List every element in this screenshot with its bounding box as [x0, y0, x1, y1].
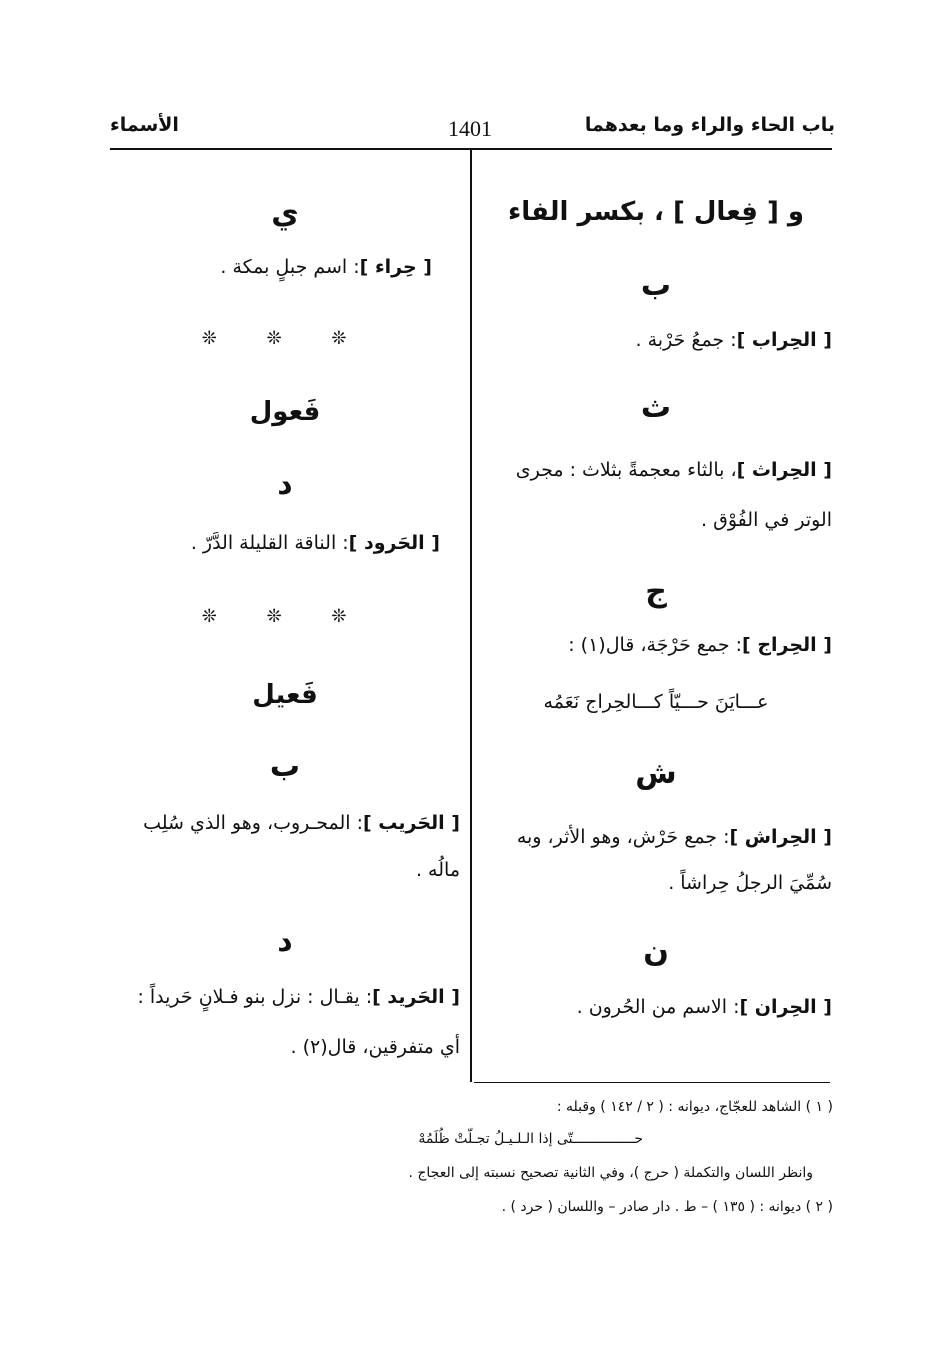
entry-continuation: سُمِّيَ الرجلُ حِراشاً .	[668, 872, 832, 894]
entry-term: [ الحَريد ]	[372, 986, 460, 1008]
entry-definition: : جمع حَرْش، وهو الأثر، وبه	[516, 826, 730, 848]
footnote-rule	[474, 1082, 830, 1083]
entry-term: [ حِراء ]	[359, 256, 432, 278]
entry	[110, 242, 460, 292]
letter-heading: ش	[635, 756, 677, 791]
entry-term: [ الحِراج ]	[742, 634, 832, 656]
entry	[110, 972, 460, 1022]
footnote-1-note: وانظر اللسان والتكملة ( حرج )، وفي الثانية تصحيح نسبته إلى العجاج .	[408, 1165, 813, 1181]
letter-heading: د	[277, 467, 293, 502]
entry-term: [ الحِراش ]	[729, 826, 832, 848]
page-number: 1401	[448, 116, 492, 141]
entry-term: [ الحَرود ]	[348, 532, 440, 554]
letter-heading: ب	[640, 268, 672, 303]
letter-heading: د	[277, 924, 293, 959]
entry-definition: : الناقة القليلة الدَّرّ .	[190, 532, 349, 554]
chapter-title: باب الحاء والراء وما بعدهما	[584, 114, 835, 136]
entry	[480, 445, 832, 495]
footnote-1-verse: حـــــــــــــــتّى إذا الـلـيـلُ تجـلّتْ ظُلَمُهْ	[418, 1131, 643, 1147]
entry-term: [ الحَريب ]	[362, 812, 460, 834]
entry-definition: ، بالثاء معجمةً بثلاث : مجرى	[515, 459, 737, 481]
section-title: الأسماء	[110, 114, 179, 136]
pattern-heading: و [ فِعال ] ، بكسر الفاء	[507, 197, 805, 227]
entry	[110, 798, 460, 848]
letter-heading: ن	[643, 934, 669, 969]
entry-definition: : المحـروب، وهو الذي سُلِب	[143, 812, 363, 834]
entry-term: [ الحِراث ]	[736, 459, 832, 481]
entry-definition: : يقـال : نزل بنو فـلانٍ حَريداً :	[137, 986, 373, 1008]
entry-continuation: مالُه .	[415, 859, 460, 881]
entry	[110, 518, 460, 568]
letter-heading: ث	[640, 390, 672, 425]
entry-definition: : اسم جبلٍ بمكة .	[220, 256, 360, 278]
footnote-2: ( ٢ ) ديوانه : ( ١٣٥ ) – ط . دار صادر – واللسان ( حرد ) .	[501, 1199, 833, 1215]
entry	[480, 982, 832, 1032]
entry-definition: : جمع حَرْجَة، قال(١) :	[568, 634, 743, 656]
footnote-1: ( ١ ) الشاهد للعجّاج، ديوانه : ( ٢ / ١٤٢ ) وقبله :	[556, 1099, 833, 1115]
pattern-heading: فَعيل	[252, 680, 318, 710]
letter-heading: ي	[271, 196, 299, 231]
column-divider	[470, 150, 472, 1082]
entry-continuation: أي متفرقين، قال(٢) .	[290, 1036, 460, 1058]
page-header	[110, 108, 835, 148]
section-separator: ❊ ❊ ❊	[201, 328, 369, 349]
pattern-heading: فَعول	[249, 397, 321, 427]
letter-heading: ب	[269, 749, 301, 784]
letter-heading: ج	[645, 574, 667, 609]
entry	[480, 315, 832, 365]
entry-definition: : الاسم من الحُرون .	[576, 996, 740, 1018]
entry-definition: : جمعُ حَرْبة .	[635, 329, 737, 351]
entry-term: [ الحِراب ]	[736, 329, 832, 351]
entry-continuation: الوتر في الفُوْق .	[701, 509, 832, 531]
entry-term: [ الحِران ]	[739, 996, 832, 1018]
verse: عـــايَنَ حـــيّاً كـــالحِراج نَعَمُه	[543, 691, 769, 713]
section-separator: ❊ ❊ ❊	[201, 606, 369, 627]
entry	[480, 812, 832, 862]
entry	[480, 620, 832, 670]
